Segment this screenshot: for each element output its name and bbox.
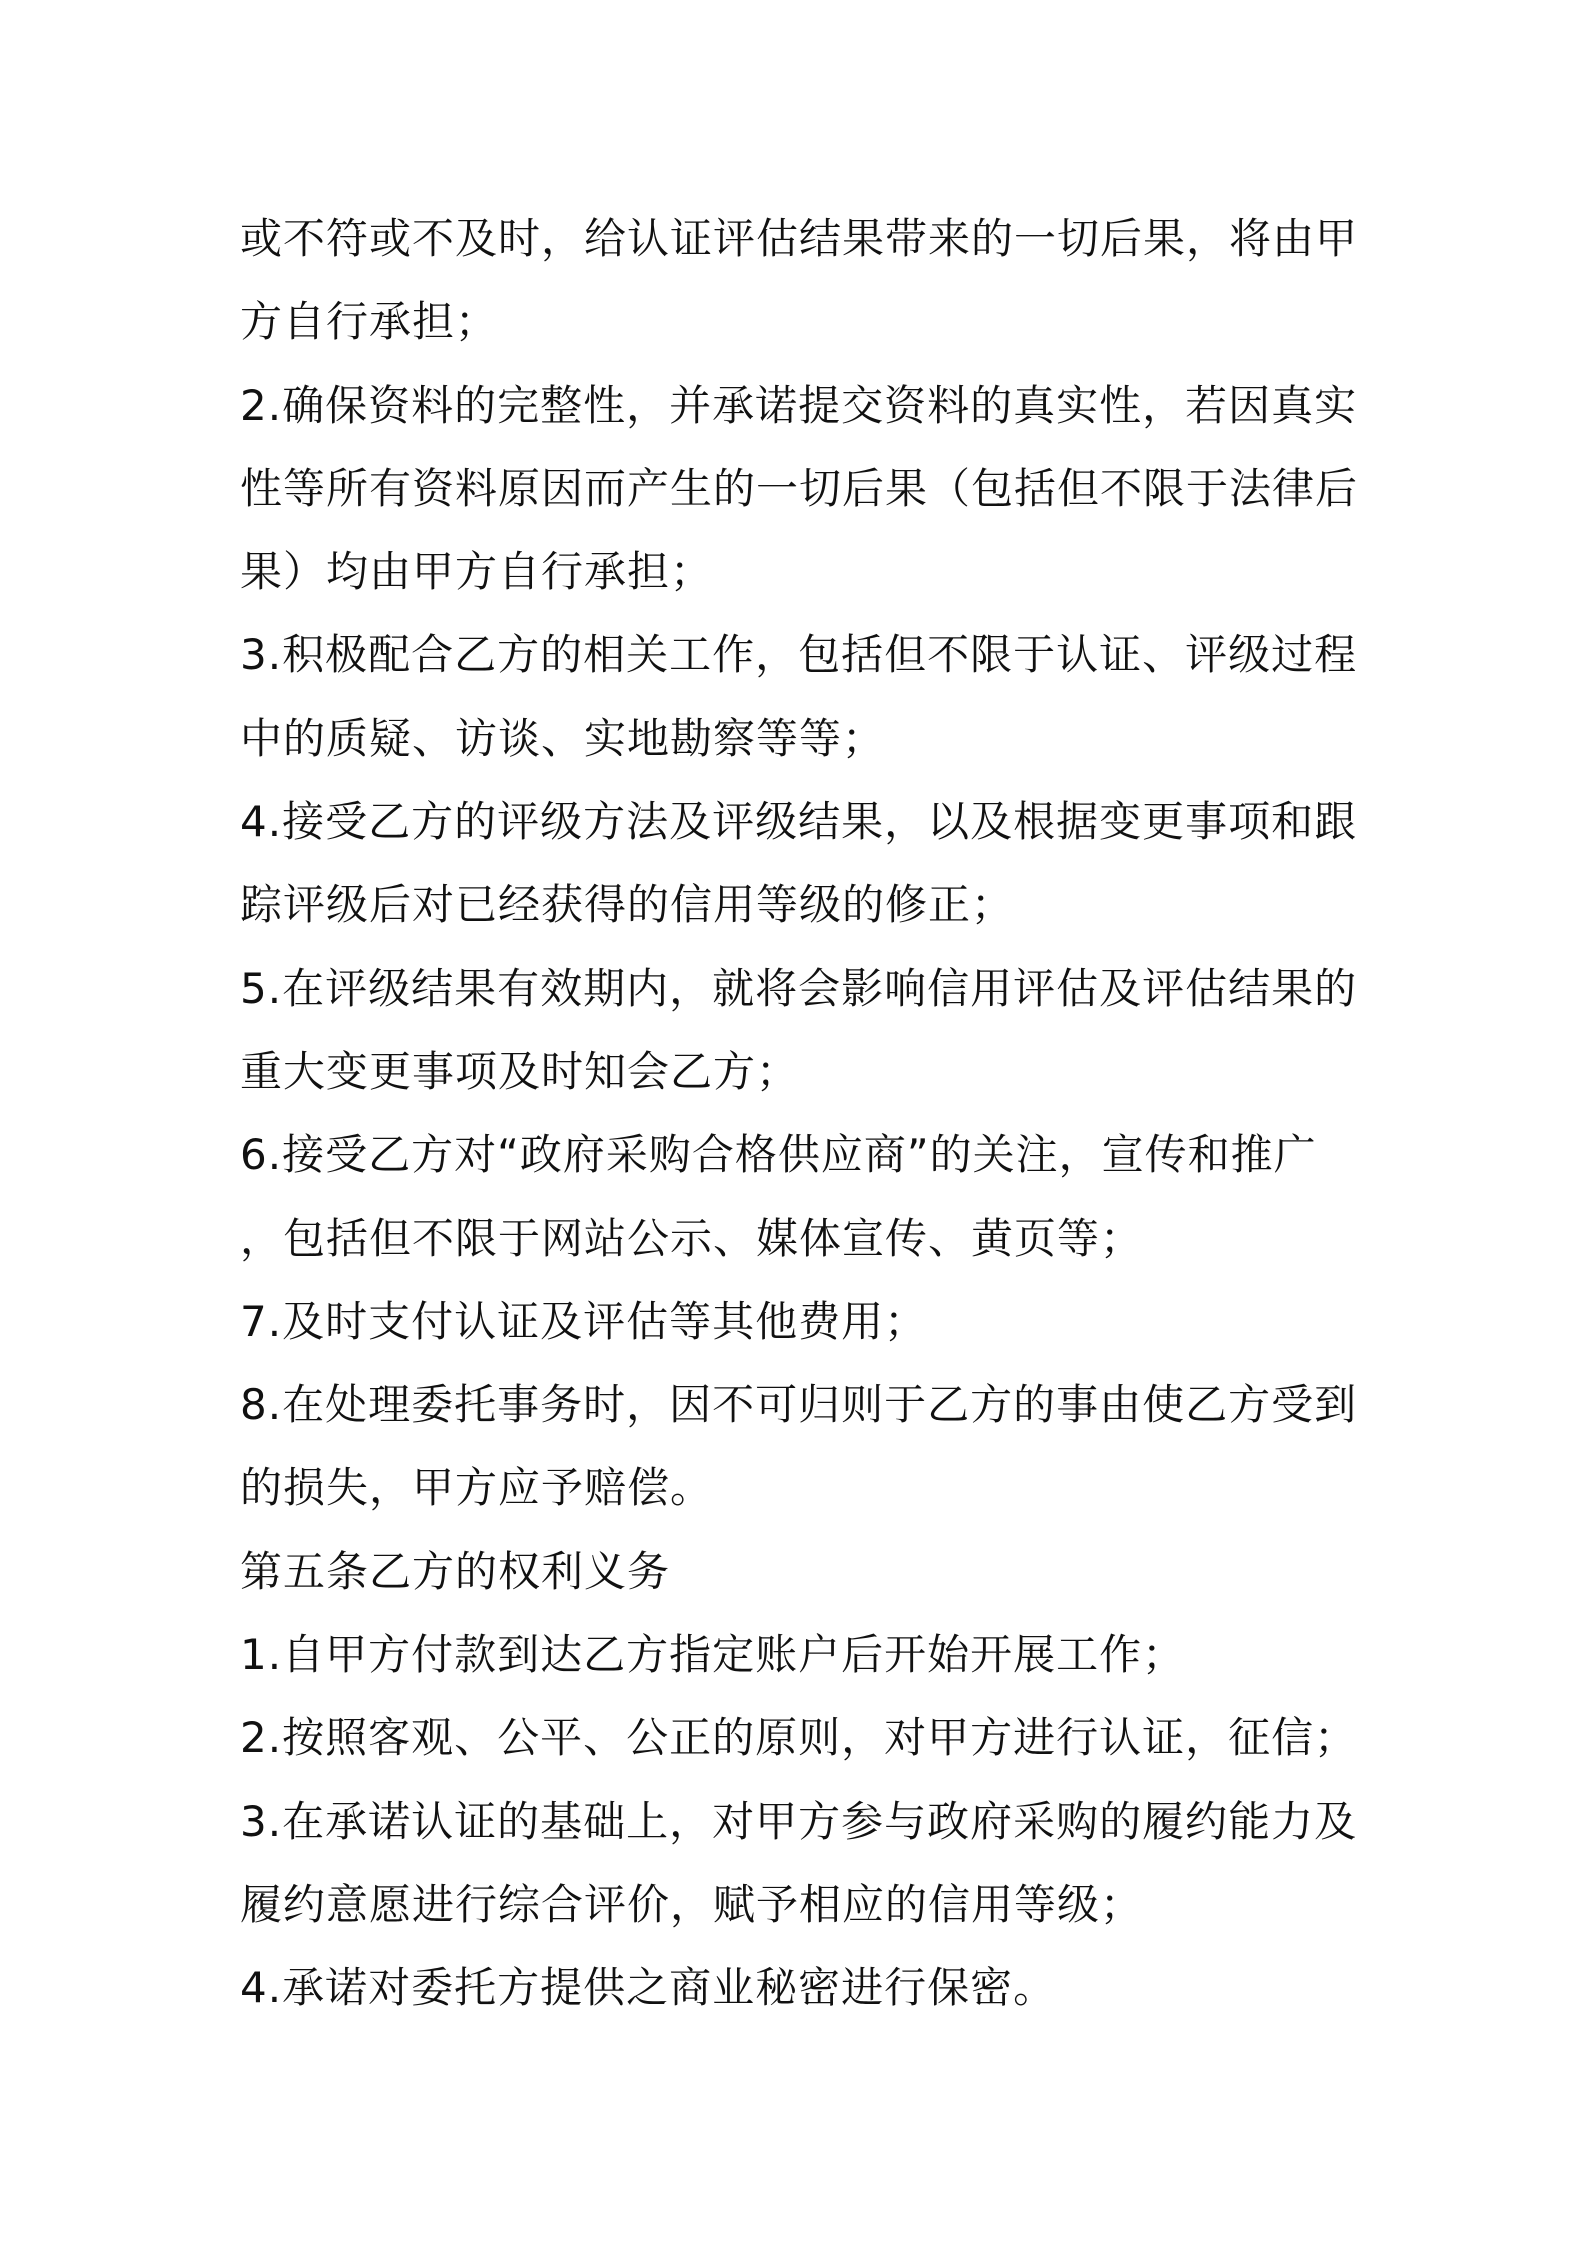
text-line-11: 重大变更事项及时知会乙方； [240, 1046, 800, 1096]
text-line-20: 3.在承诺认证的基础上，对甲方参与政府采购的履约能力及 [240, 1796, 1358, 1846]
text-line-8: 4.接受乙方的评级方法及评级结果，以及根据变更事项和跟 [240, 797, 1358, 847]
text-line-10: 5.在评级结果有效期内，就将会影响信用评估及评估结果的 [240, 963, 1358, 1013]
text-line-1: 或不符或不及时，给认证评估结果带来的一切后果，将由甲 [240, 214, 1359, 263]
text-line-6: 3.积极配合乙方的相关工作，包括但不限于认证、评级过程 [240, 630, 1358, 680]
text-line-14: 7.及时支付认证及评估等其他费用； [240, 1296, 928, 1346]
text-line-15: 8.在处理委托事务时，因不可归则于乙方的事由使乙方受到 [240, 1380, 1358, 1430]
text-line-5: 果）均由甲方自行承担； [240, 547, 714, 597]
document-body [240, 197, 1360, 2030]
text-line-19: 2.按照客观、公平、公正的原则，对甲方进行认证，征信； [240, 1713, 1358, 1763]
text-line-3: 2.确保资料的完整性，并承诺提交资料的真实性，若因真实 [240, 380, 1358, 430]
text-line-2: 方自行承担； [240, 297, 499, 347]
text-line-21: 履约意愿进行综合评价，赋予相应的信用等级； [240, 1879, 1144, 1929]
text-line-12: 6.接受乙方对“政府采购合格供应商”的关注，宣传和推广 [240, 1130, 1317, 1180]
section-heading: 第五条乙方的权利义务 [240, 1546, 671, 1596]
text-line-4: 性等所有资料原因而产生的一切后果（包括但不限于法律后 [240, 463, 1359, 513]
text-line-16: 的损失，甲方应予赔偿。 [240, 1463, 714, 1513]
text-line-9: 踪评级后对已经获得的信用等级的修正； [240, 880, 1015, 930]
text-line-22: 4.承诺对委托方提供之商业秘密进行保密。 [240, 1963, 1057, 2013]
text-line-18: 1.自甲方付款到达乙方指定账户后开始开展工作； [240, 1630, 1186, 1680]
text-line-7: 中的质疑、访谈、实地勘察等等； [240, 713, 886, 763]
text-line-13: ，包括但不限于网站公示、媒体宣传、黄页等； [240, 1213, 1144, 1263]
